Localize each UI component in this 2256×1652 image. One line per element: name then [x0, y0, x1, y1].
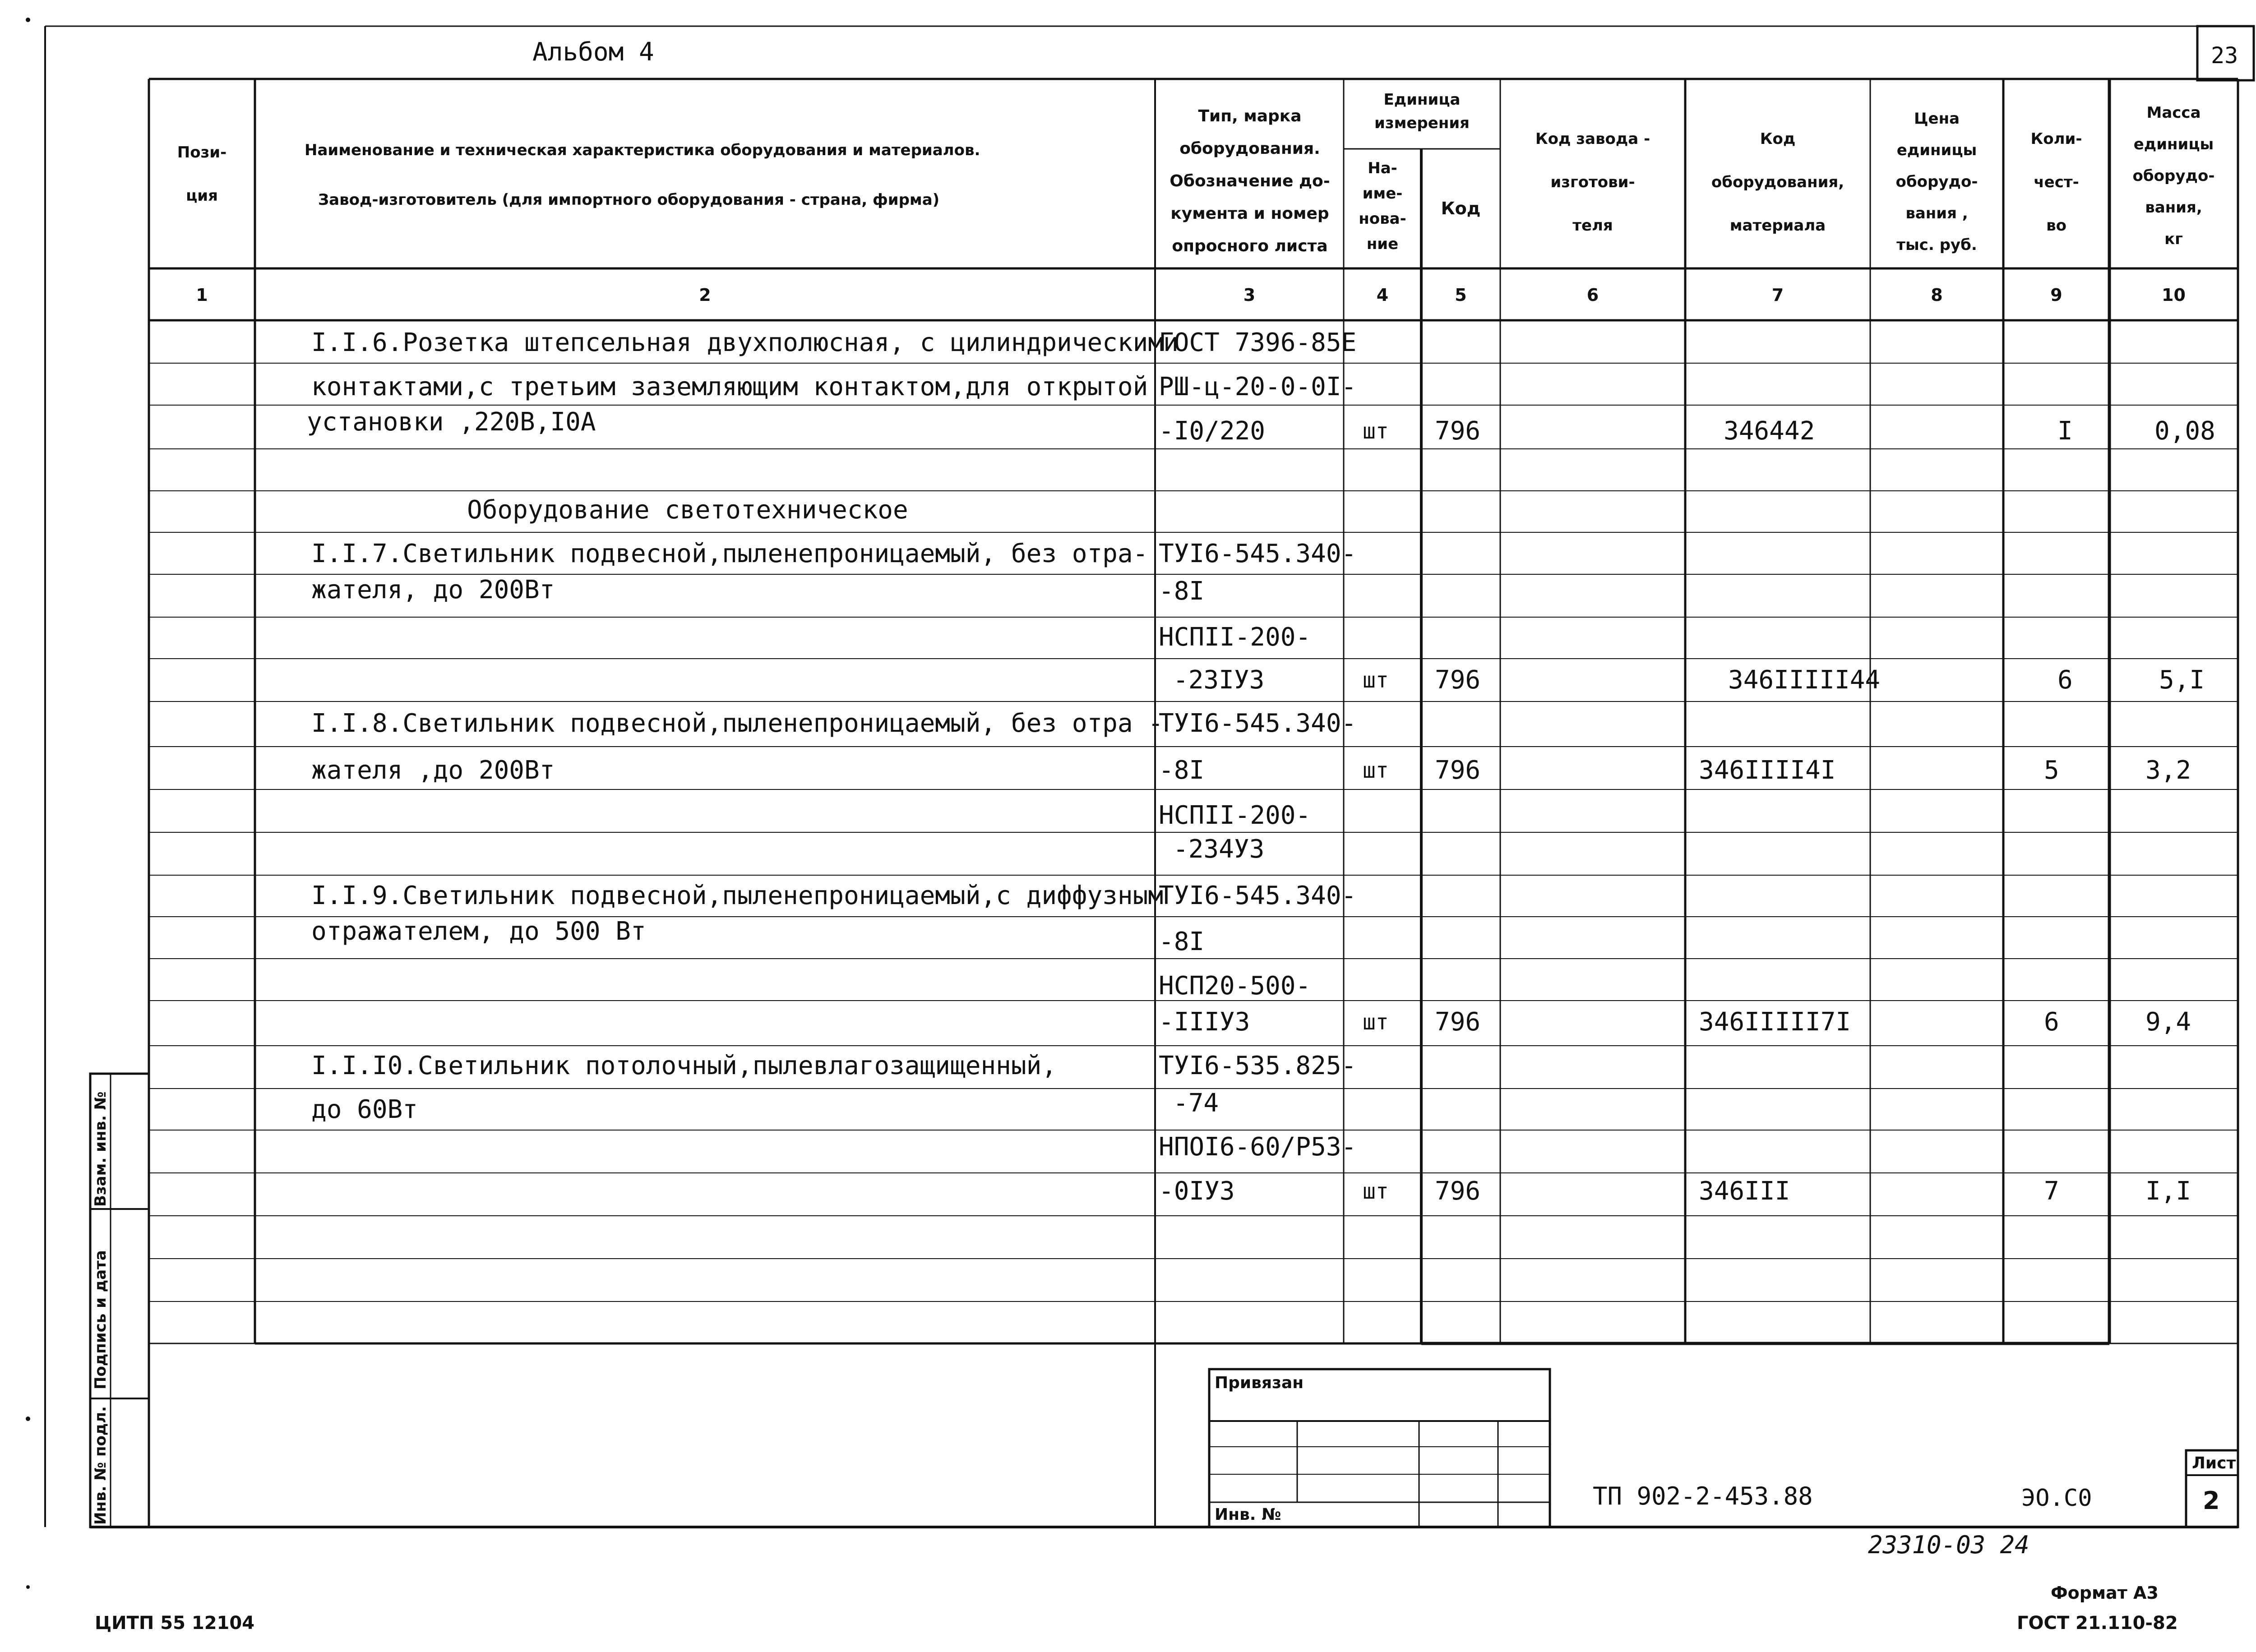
item-mass: I,I [2145, 1177, 2191, 1206]
item-mass: 0,08 [2154, 416, 2215, 446]
item-name: установки ,220В,I0А [307, 407, 596, 437]
item-equipment-code: 346IIII4I [1699, 756, 1836, 785]
item-name: до 60Вт [311, 1095, 418, 1124]
side-label-inv-podl: Инв. № подл. [92, 1406, 110, 1525]
column-number: 5 [1455, 285, 1467, 305]
item-name: I.I.8.Светильник подвесной,пыленепроницаемый, без отра - [311, 709, 1164, 738]
column-number: 8 [1931, 285, 1943, 305]
handwritten-number: 23310-03 24 [1868, 1531, 2029, 1559]
item-unit: шт [1363, 419, 1389, 444]
side-label-podpis: Подпись и дата [92, 1250, 110, 1389]
item-name: I.I.6.Розетка штепсельная двухполюсная, с цилиндрическими [311, 328, 1179, 357]
header-col-unit-name: На- име- нова- ние [1359, 159, 1406, 253]
item-quantity: I [2057, 416, 2073, 446]
item-quantity: 7 [2044, 1177, 2059, 1206]
section-code: ЭО.С0 [2021, 1485, 2092, 1512]
column-number: 6 [1586, 285, 1599, 305]
item-type: -8I [1159, 756, 1205, 785]
item-name: отражателем, до 500 Вт [311, 917, 646, 946]
item-type: -8I [1159, 577, 1205, 606]
header-col-type: Тип, марка оборудования. Обозначение до- кумента и номер опросного листа [1170, 107, 1330, 255]
item-equipment-code: 346442 [1724, 416, 1815, 446]
item-type: ТУI6-545.340- [1159, 539, 1357, 568]
item-mass: 3,2 [2145, 756, 2191, 785]
header-col-name: Наименование и техническая характеристика оборудования и материалов. Завод-изготовитель (для импортного оборудования - страна, фирма) [305, 141, 980, 209]
column-number: 7 [1771, 285, 1784, 305]
item-quantity: 5 [2044, 756, 2059, 785]
stamp-linked: Привязан [1215, 1374, 1304, 1392]
sheet-label: Лист [2192, 1454, 2236, 1472]
item-type: -I0/220 [1159, 416, 1266, 446]
item-type: -0IУ3 [1159, 1177, 1235, 1206]
item-type: -234У3 [1173, 835, 1265, 864]
header-col-factory-code: Код завода - изготови- теля [1535, 130, 1650, 235]
item-quantity: 6 [2057, 665, 2073, 695]
header-col-unit-code: Код [1441, 198, 1481, 218]
item-type: РШ-ц-20-0-0I- [1159, 372, 1357, 401]
header-col-quantity: Коли- чест- во [2030, 130, 2082, 235]
item-type: ТУI6-545.340- [1159, 709, 1357, 738]
item-unit: шт [1363, 1179, 1389, 1204]
item-name: жателя ,до 200Вт [311, 756, 555, 785]
section-heading: Оборудование светотехническое [467, 495, 908, 525]
item-type: НСПII-200- [1159, 623, 1311, 652]
item-name: I.I.9.Светильник подвесной,пыленепроницаемый,с диффузным [311, 881, 1164, 910]
header-col-mass: Масса единицы оборудо- вания, кг [2132, 104, 2215, 248]
doc-code: ТП 902-2-453.88 [1593, 1482, 1813, 1510]
item-type: НПОI6-60/Р53- [1159, 1132, 1357, 1162]
page-number: 23 [2211, 42, 2238, 69]
item-unit-code: 796 [1435, 1007, 1481, 1037]
gost-label: ГОСТ 21.110-82 [2017, 1613, 2178, 1634]
sheet-number: 2 [2203, 1486, 2220, 1515]
header-col-equipment-code: Код оборудования, материала [1711, 130, 1845, 235]
column-number: 10 [2162, 285, 2186, 305]
item-type: -23IУ3 [1173, 665, 1265, 695]
item-type: ГОСТ 7396-85Е [1159, 328, 1357, 357]
column-number: 3 [1243, 285, 1256, 305]
format-label: Формат А3 [2051, 1583, 2159, 1603]
item-equipment-code: 346III [1699, 1177, 1790, 1206]
header-col-position: Пози- ция [177, 143, 227, 205]
item-quantity: 6 [2044, 1007, 2059, 1037]
item-unit-code: 796 [1435, 756, 1481, 785]
item-unit: шт [1363, 758, 1389, 783]
item-type: ТУI6-535.825- [1159, 1051, 1357, 1080]
item-name: I.I.7.Светильник подвесной,пыленепроницаемый, без отра- [311, 539, 1148, 568]
stamp-inv-no: Инв. № [1215, 1505, 1281, 1524]
item-type: ТУI6-545.340- [1159, 881, 1357, 910]
item-name: контактами,с третьим заземляющим контактом,для открытой [311, 372, 1148, 401]
item-equipment-code: 346IIIII7I [1699, 1007, 1851, 1037]
item-type: НСПII-200- [1159, 801, 1311, 830]
citp-label: ЦИТП 55 12104 [95, 1613, 255, 1634]
item-unit: шт [1363, 668, 1389, 693]
item-mass: 5,I [2159, 665, 2205, 695]
item-unit-code: 796 [1435, 665, 1481, 695]
item-type: -IIIУ3 [1159, 1007, 1250, 1037]
item-type: НСП20-500- [1159, 971, 1311, 1001]
item-name: жателя, до 200Вт [311, 575, 555, 605]
column-number: 2 [699, 285, 711, 305]
album-label: Альбом 4 [532, 37, 654, 67]
column-number: 9 [2050, 285, 2062, 305]
item-name: I.I.I0.Светильник потолочный,пылевлагозащищенный, [311, 1051, 1057, 1080]
item-unit: шт [1363, 1010, 1389, 1035]
item-unit-code: 796 [1435, 1177, 1481, 1206]
item-unit-code: 796 [1435, 416, 1481, 446]
item-equipment-code: 346IIIII44 [1728, 665, 1881, 695]
item-type: -74 [1173, 1089, 1219, 1118]
item-type: -8I [1159, 927, 1205, 956]
item-mass: 9,4 [2145, 1007, 2191, 1037]
column-number: 4 [1376, 285, 1389, 305]
column-number: 1 [196, 285, 208, 305]
side-label-vzam: Взам. инв. № [92, 1091, 110, 1207]
header-unit-group: Единица измерения [1374, 91, 1470, 132]
header-col-price: Цена единицы оборудо- вания , тыс. руб. [1895, 110, 1978, 254]
